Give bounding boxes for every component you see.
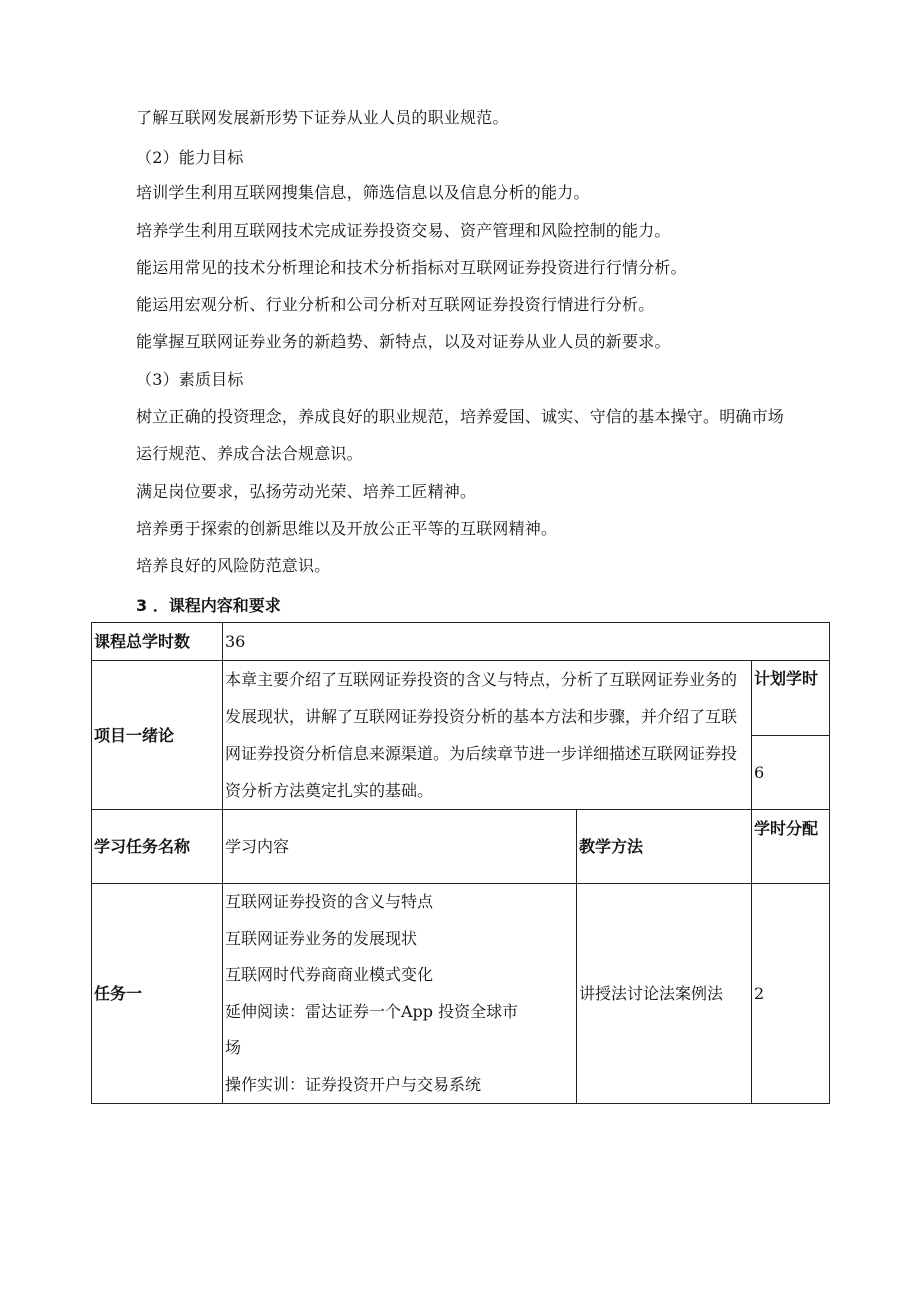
- paragraph-ability-1: 培训学生利用互联网搜集信息，筛选信息以及信息分析的能力。: [136, 183, 590, 202]
- task-content: [223, 884, 577, 1104]
- paragraph-ability-5: 能掌握互联网证券业务的新趋势、新特点，以及对证券从业人员的新要求。: [136, 332, 671, 351]
- table-row: [92, 623, 830, 661]
- task-content-line: 互联网证券投资的含义与特点: [225, 892, 434, 911]
- task-content-line: 操作实训：证券投资开户与交易系统: [225, 1074, 482, 1094]
- paragraph-quality-4: 培养良好的风险防范意识。: [136, 556, 331, 575]
- subheading-quality-goals: （3）素质目标: [136, 370, 244, 389]
- task-content-line: 场: [225, 1038, 242, 1057]
- task-method: 讲授法讨论法案例法: [577, 884, 752, 1104]
- paragraph-ability-3: 能运用常见的技术分析理论和技术分析指标对互联网证券投资进行行情分析。: [136, 258, 687, 277]
- task-content-line: 互联网证券业务的发展现状: [225, 928, 418, 948]
- total-hours-label: 课程总学时数: [92, 623, 223, 661]
- section-heading: 3 ．课程内容和要求: [136, 596, 281, 615]
- paragraph-quality-3: 培养勇于探索的创新思维以及开放公正平等的互联网精神。: [136, 519, 558, 538]
- paragraph-knowledge-goal: 了解互联网发展新形势下证券从业人员的职业规范。: [136, 108, 509, 127]
- paragraph-quality-2: 满足岗位要求，弘扬劳动光荣、培养工匠精神。: [136, 482, 477, 501]
- plan-hours-value: 6: [752, 735, 830, 810]
- project-label: 项目一绪论: [92, 661, 223, 810]
- paragraph-quality-1b: 运行规范、养成合法合规意识。: [136, 444, 363, 463]
- column-header-task-name: 学习任务名称: [92, 810, 223, 884]
- table-row: [92, 810, 830, 884]
- course-content-table: [91, 622, 830, 1104]
- paragraph-ability-2: 培养学生利用互联网技术完成证券投资交易、资产管理和风险控制的能力。: [136, 221, 671, 240]
- task-content-line: 互联网时代券商商业模式变化: [225, 965, 434, 984]
- table-row: [92, 884, 830, 1104]
- project-summary: 本章主要介绍了互联网证券投资的含义与特点，分析了互联网证券业务的发展现状，讲解了互联网证券投资分析的基本方法和步骤，并介绍了互联网证券投资分析信息来源渠道。为后续章节进一步详细描述互联网证券投资分析方法奠定扎实的基础。: [223, 661, 752, 810]
- column-header-content: 学习内容: [223, 810, 577, 884]
- task-content-line: 延伸阅读：雷达证券一个App 投资全球市: [225, 1001, 519, 1021]
- task-name: 任务一: [92, 884, 223, 1104]
- table-row: [92, 661, 830, 736]
- paragraph-quality-1a: 树立正确的投资理念，养成良好的职业规范，培养爱国、诚实、守信的基本操守。明确市场: [136, 407, 785, 426]
- column-header-hours: 学时分配: [752, 810, 830, 884]
- column-header-method: 教学方法: [577, 810, 752, 884]
- task-hours: 2: [752, 884, 830, 1104]
- paragraph-ability-4: 能运用宏观分析、行业分析和公司分析对互联网证券投资行情进行分析。: [136, 295, 655, 314]
- total-hours-value: 36: [223, 623, 830, 661]
- subheading-ability-goals: （2）能力目标: [136, 148, 244, 167]
- plan-hours-label: 计划学时: [752, 661, 830, 736]
